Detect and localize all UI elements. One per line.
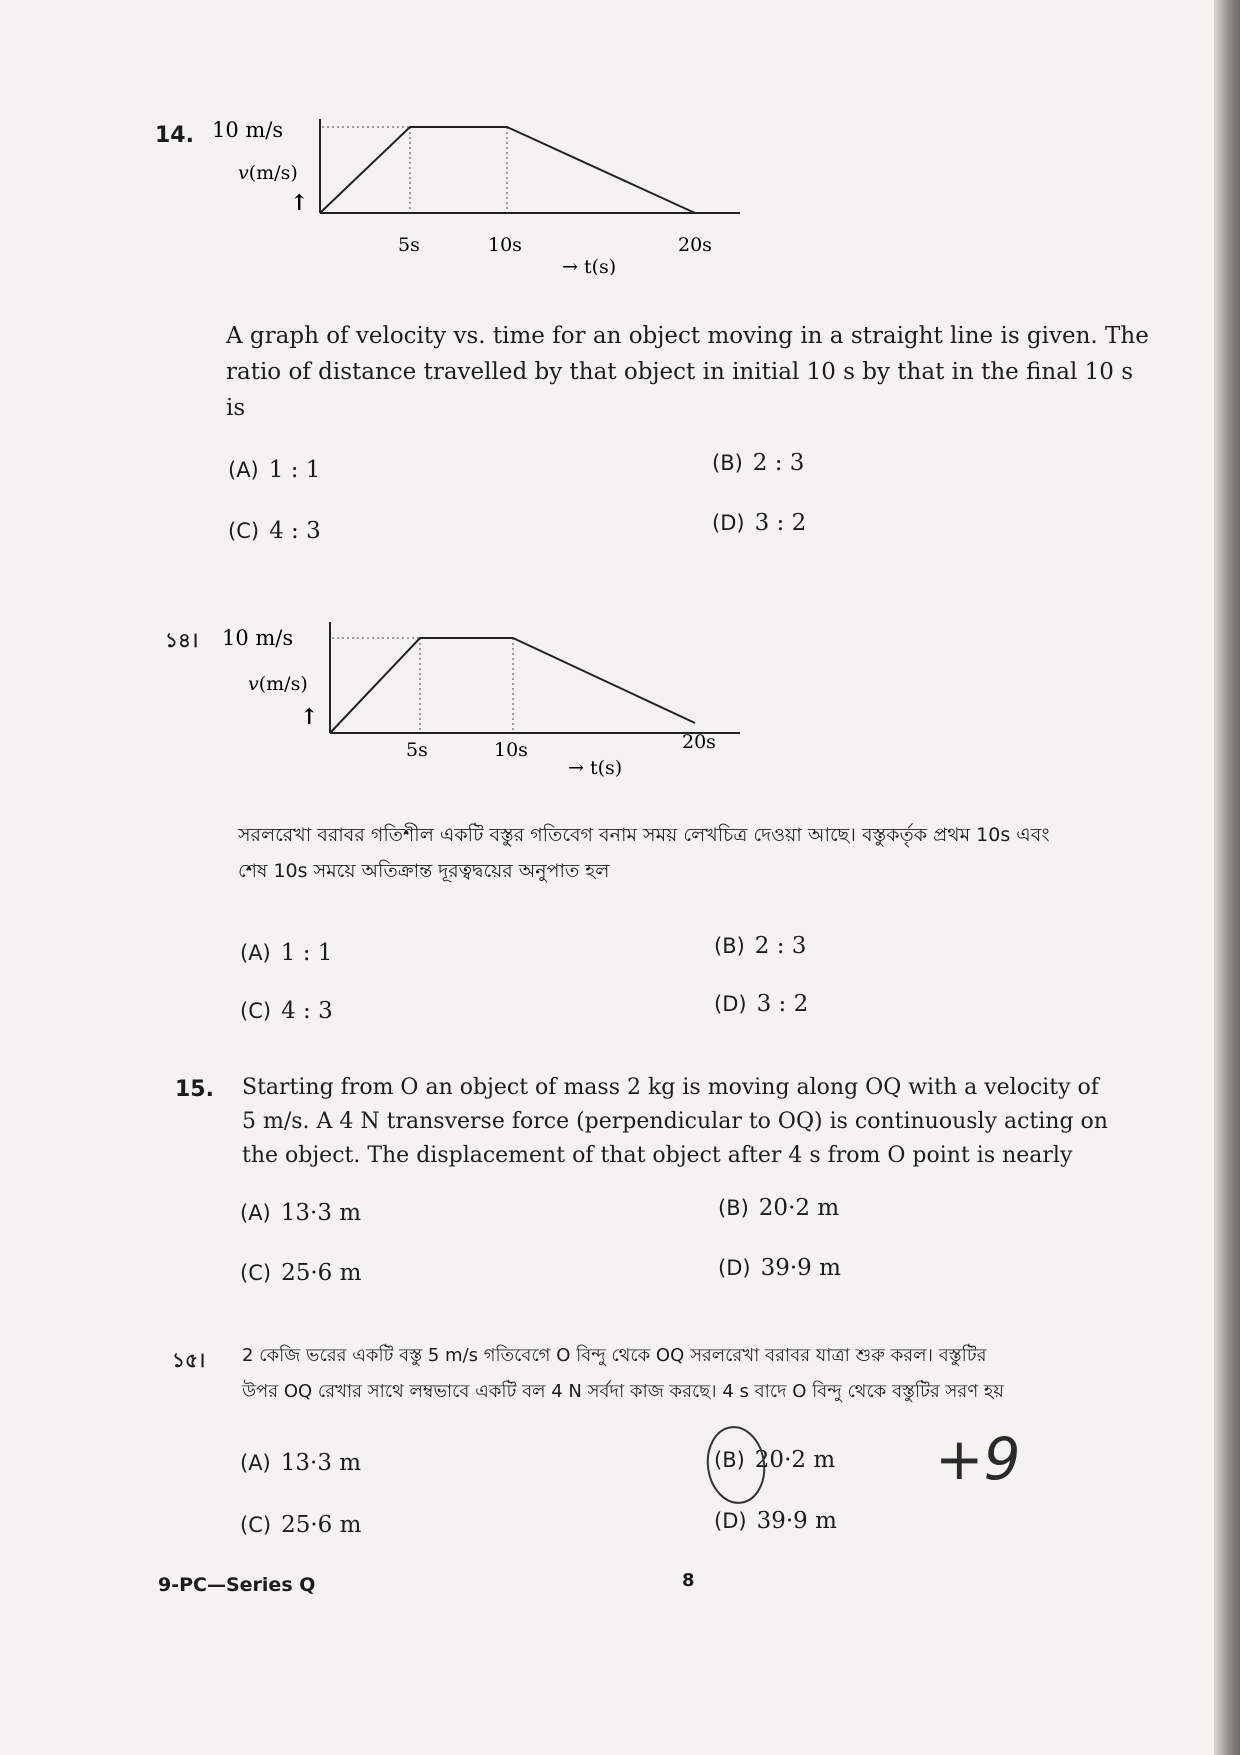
option-a (228, 457, 320, 483)
x-tick-10s: 10s (488, 234, 522, 256)
handwritten-circle (702, 1420, 772, 1510)
option-text: 3 : 2 (754, 510, 807, 536)
option-label: (D) (718, 1256, 751, 1280)
option-label: (C) (240, 999, 272, 1023)
question-stem (242, 1338, 1217, 1410)
option-d (714, 1508, 837, 1534)
option-label: (A) (240, 941, 271, 965)
option-a (240, 1200, 361, 1226)
stem-line: 2 কেজি ভরের একটি বস্তু 5 m/s গতিবেগে O বিন্দু থেকে OQ সরলরেখা বরাবর যাত্রা শুরু করল। বস্তুটির (242, 1345, 987, 1366)
option-label: (C) (240, 1261, 272, 1285)
stem-line: ratio of distance travelled by that object in initial 10 s by that in the final 10 s (226, 359, 1133, 385)
x-axis-label: → t(s) (568, 757, 623, 778)
option-text: 39·9 m (756, 1508, 837, 1534)
option-label: (A) (240, 1201, 271, 1225)
option-text: 3 : 2 (756, 991, 809, 1017)
option-c (240, 998, 333, 1024)
x-tick-20s: 20s (678, 234, 712, 256)
option-text: 4 : 3 (281, 998, 333, 1024)
option-c (228, 518, 321, 544)
velocity-time-graph (210, 115, 770, 275)
option-label: (B) (718, 1196, 749, 1220)
stem-line: A graph of velocity vs. time for an object moving in a straight line is given. The (226, 323, 1149, 349)
option-d (712, 510, 806, 536)
option-text: 1 : 1 (268, 457, 321, 483)
question-stem (238, 817, 1213, 889)
question-number: ১৫। (172, 1348, 206, 1372)
stem-line: the object. The displacement of that object after 4 s from O point is nearly (242, 1143, 1073, 1168)
y-arrow: ↑ (300, 704, 319, 730)
option-text: 25·6 m (281, 1260, 362, 1286)
option-d (714, 991, 808, 1017)
question-number: ১৪। (165, 628, 199, 652)
option-label: (D) (714, 1509, 747, 1533)
stem-line: Starting from O an object of mass 2 kg is moving along OQ with a velocity of (242, 1075, 1099, 1100)
option-text: 13·3 m (280, 1450, 362, 1476)
x-tick-10s: 10s (494, 739, 528, 761)
option-text: 20·2 m (758, 1195, 840, 1221)
option-label: (D) (714, 992, 747, 1016)
y-max-label: 10 m/s (212, 118, 284, 142)
option-text: 1 : 1 (280, 940, 333, 966)
stem-line: সরলরেখা বরাবর গতিশীল একটি বস্তুর গতিবেগ বনাম সময় লেখচিত্র দেওয়া আছে। বস্তুকর্তৃক প্রথম 10s এবং (238, 824, 1050, 846)
handwritten-mark: +9 (935, 1425, 1021, 1493)
page-number: 8 (682, 1570, 695, 1591)
stem-line: উপর OQ রেখার সাথে লম্বভাবে একটি বল 4 N সর্বদা কাজ করছে। 4 s বাদে O বিন্দু থেকে বস্তুটির সরণ হয় (242, 1381, 1004, 1402)
option-c (240, 1512, 361, 1538)
y-arrow: ↑ (290, 190, 309, 216)
y-axis-label: 𝑣(m/s) (238, 162, 298, 184)
option-text: 4 : 3 (269, 518, 321, 544)
option-label: (D) (712, 511, 745, 535)
option-b (714, 933, 806, 959)
x-tick-5s: 5s (406, 739, 428, 761)
option-a (240, 940, 332, 966)
question-number: 14. (155, 123, 194, 148)
x-axis-label: → t(s) (562, 256, 617, 275)
question-stem (226, 318, 1216, 426)
y-axis-label: 𝑣(m/s) (248, 673, 308, 695)
option-label: (B) (714, 1448, 745, 1472)
option-label: (A) (240, 1451, 271, 1475)
option-label: (A) (228, 458, 259, 482)
option-c (240, 1260, 361, 1286)
series-label: 9-PC—Series Q (158, 1574, 316, 1596)
page-binding-edge (1214, 0, 1240, 1755)
stem-line: 5 m/s. A 4 N transverse force (perpendicular to OQ) is continuously acting on (242, 1109, 1108, 1134)
option-b (712, 450, 804, 476)
question-stem (242, 1071, 1217, 1173)
option-label: (B) (712, 451, 743, 475)
stem-line: শেষ 10s সময়ে অতিক্রান্ত দূরত্বদ্বয়ের অনুপাত হল (238, 860, 610, 882)
velocity-time-graph (220, 618, 780, 778)
option-d (718, 1255, 841, 1281)
option-a (240, 1450, 361, 1476)
option-text: 13·3 m (280, 1200, 362, 1226)
velocity-line (320, 127, 695, 213)
option-label: (B) (714, 934, 745, 958)
option-text: 2 : 3 (752, 450, 805, 476)
option-text: 25·6 m (281, 1512, 362, 1538)
option-label: (C) (228, 519, 260, 543)
y-max-label: 10 m/s (222, 626, 294, 650)
option-text: 20·2 m (754, 1447, 836, 1473)
stem-line: is (226, 395, 246, 421)
x-tick-5s: 5s (398, 234, 420, 256)
option-text: 2 : 3 (754, 933, 807, 959)
x-tick-20s: 20s (682, 731, 716, 753)
option-label: (C) (240, 1513, 272, 1537)
question-number: 15. (175, 1077, 214, 1102)
option-b (718, 1195, 839, 1221)
option-text: 39·9 m (760, 1255, 841, 1281)
